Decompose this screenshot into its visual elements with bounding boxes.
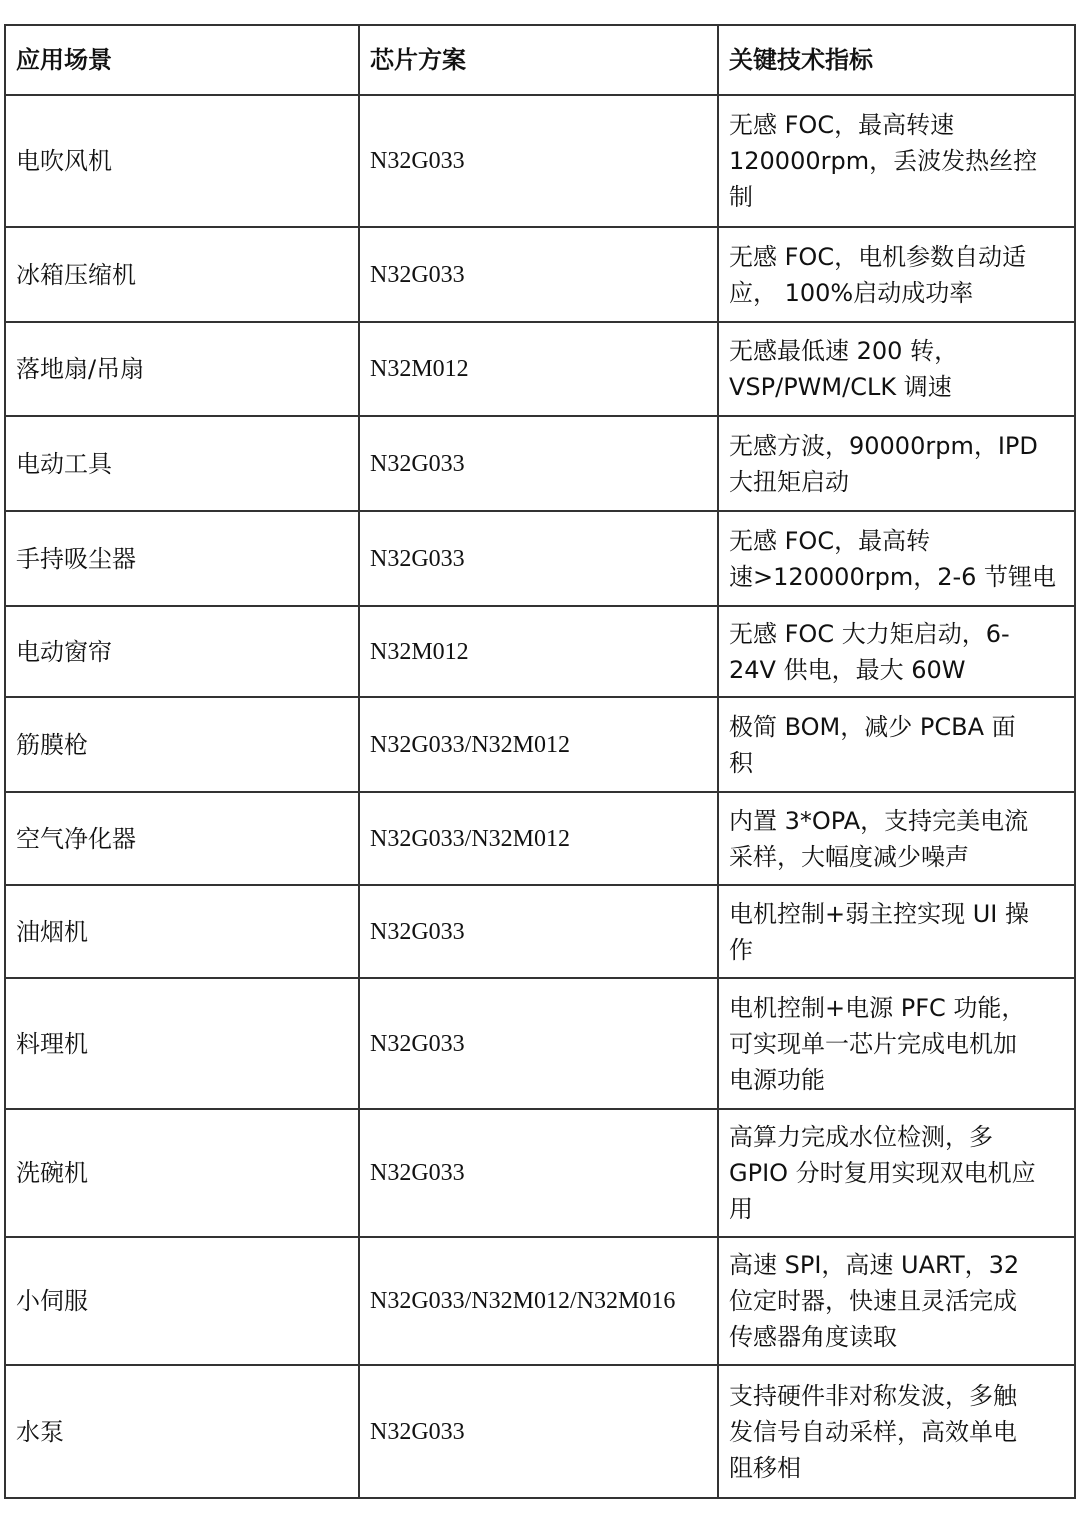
chip-cell: N32M012 (359, 606, 718, 697)
table-row (5, 697, 1075, 792)
metric-text: 无感 FOC，最高转速 120000rpm，丢波发热丝控 制 (729, 111, 1038, 211)
table-row (5, 95, 1075, 227)
metric-text: 内置 3*OPA，支持完美电流 采样，大幅度减少噪声 (729, 806, 1029, 871)
table-row (5, 511, 1075, 606)
metric-text: 电机控制+电源 PFC 功能， 可实现单一芯片完成电机加 电源功能 (729, 993, 1026, 1094)
metric-cell (718, 322, 1075, 416)
scene-cell: 油烟机 (5, 885, 359, 978)
metric-cell (718, 697, 1075, 792)
table-row (5, 606, 1075, 697)
table-row (5, 416, 1075, 511)
table-header-row (5, 25, 1075, 95)
chip-cell: N32G033 (359, 885, 718, 978)
scene-cell: 洗碗机 (5, 1109, 359, 1237)
scene-cell: 手持吸尘器 (5, 511, 359, 606)
header-chip: 芯片方案 (359, 25, 718, 95)
table-row (5, 792, 1075, 885)
metric-cell (718, 792, 1075, 885)
header-metric: 关键技术指标 (718, 25, 1075, 95)
metric-cell (718, 1109, 1075, 1237)
scene-cell: 冰箱压缩机 (5, 227, 359, 322)
chip-cell: N32G033 (359, 227, 718, 322)
metric-cell (718, 1365, 1075, 1498)
chip-cell: N32G033 (359, 1109, 718, 1237)
scene-cell: 电动工具 (5, 416, 359, 511)
chip-cell: N32M012 (359, 322, 718, 416)
metric-text: 支持硬件非对称发波，多触 发信号自动采样，高效单电 阻移相 (729, 1381, 1017, 1482)
metric-cell (718, 978, 1075, 1109)
metric-cell (718, 885, 1075, 978)
metric-cell (718, 606, 1075, 697)
metric-text: 无感方波，90000rpm，IPD 大扭矩启动 (729, 431, 1038, 496)
chip-cell: N32G033 (359, 511, 718, 606)
header-scene: 应用场景 (5, 25, 359, 95)
metric-text: 电机控制+弱主控实现 UI 操 作 (729, 899, 1030, 964)
metric-text: 极简 BOM，减少 PCBA 面 积 (729, 712, 1016, 777)
chip-cell: N32G033 (359, 1365, 718, 1498)
scene-cell: 小伺服 (5, 1237, 359, 1365)
table-row (5, 227, 1075, 322)
table-row (5, 885, 1075, 978)
scene-cell: 水泵 (5, 1365, 359, 1498)
table-row (5, 322, 1075, 416)
chip-cell: N32G033/N32M012 (359, 697, 718, 792)
metric-text: 无感 FOC 大力矩启动，6- 24V 供电，最大 60W (729, 619, 1010, 684)
metric-cell (718, 227, 1075, 322)
chip-cell: N32G033/N32M012 (359, 792, 718, 885)
metric-text: 高算力完成水位检测，多 GPIO 分时复用实现双电机应 用 (729, 1123, 1036, 1223)
chip-cell: N32G033 (359, 95, 718, 227)
scene-cell: 落地扇/吊扇 (5, 322, 359, 416)
application-table (4, 24, 1076, 1499)
chip-cell: N32G033 (359, 416, 718, 511)
metric-text: 无感 FOC，最高转 速>120000rpm，2-6 节锂电 (729, 526, 1057, 591)
metric-cell (718, 1237, 1075, 1365)
metric-cell (718, 416, 1075, 511)
scene-cell: 电动窗帘 (5, 606, 359, 697)
table-row (5, 1365, 1075, 1498)
scene-cell: 料理机 (5, 978, 359, 1109)
metric-text: 无感 FOC，电机参数自动适 应， 100%启动成功率 (729, 242, 1027, 307)
scene-cell: 空气净化器 (5, 792, 359, 885)
metric-cell (718, 95, 1075, 227)
scene-cell: 筋膜枪 (5, 697, 359, 792)
table-row (5, 978, 1075, 1109)
metric-cell (718, 511, 1075, 606)
table-row (5, 1109, 1075, 1237)
chip-cell: N32G033/N32M012/N32M016 (359, 1237, 718, 1365)
scene-cell: 电吹风机 (5, 95, 359, 227)
table-row (5, 1237, 1075, 1365)
metric-text: 高速 SPI，高速 UART，32 位定时器，快速且灵活完成 传感器角度读取 (729, 1251, 1020, 1351)
metric-text: 无感最低速 200 转， VSP/PWM/CLK 调速 (729, 337, 959, 401)
chip-cell: N32G033 (359, 978, 718, 1109)
